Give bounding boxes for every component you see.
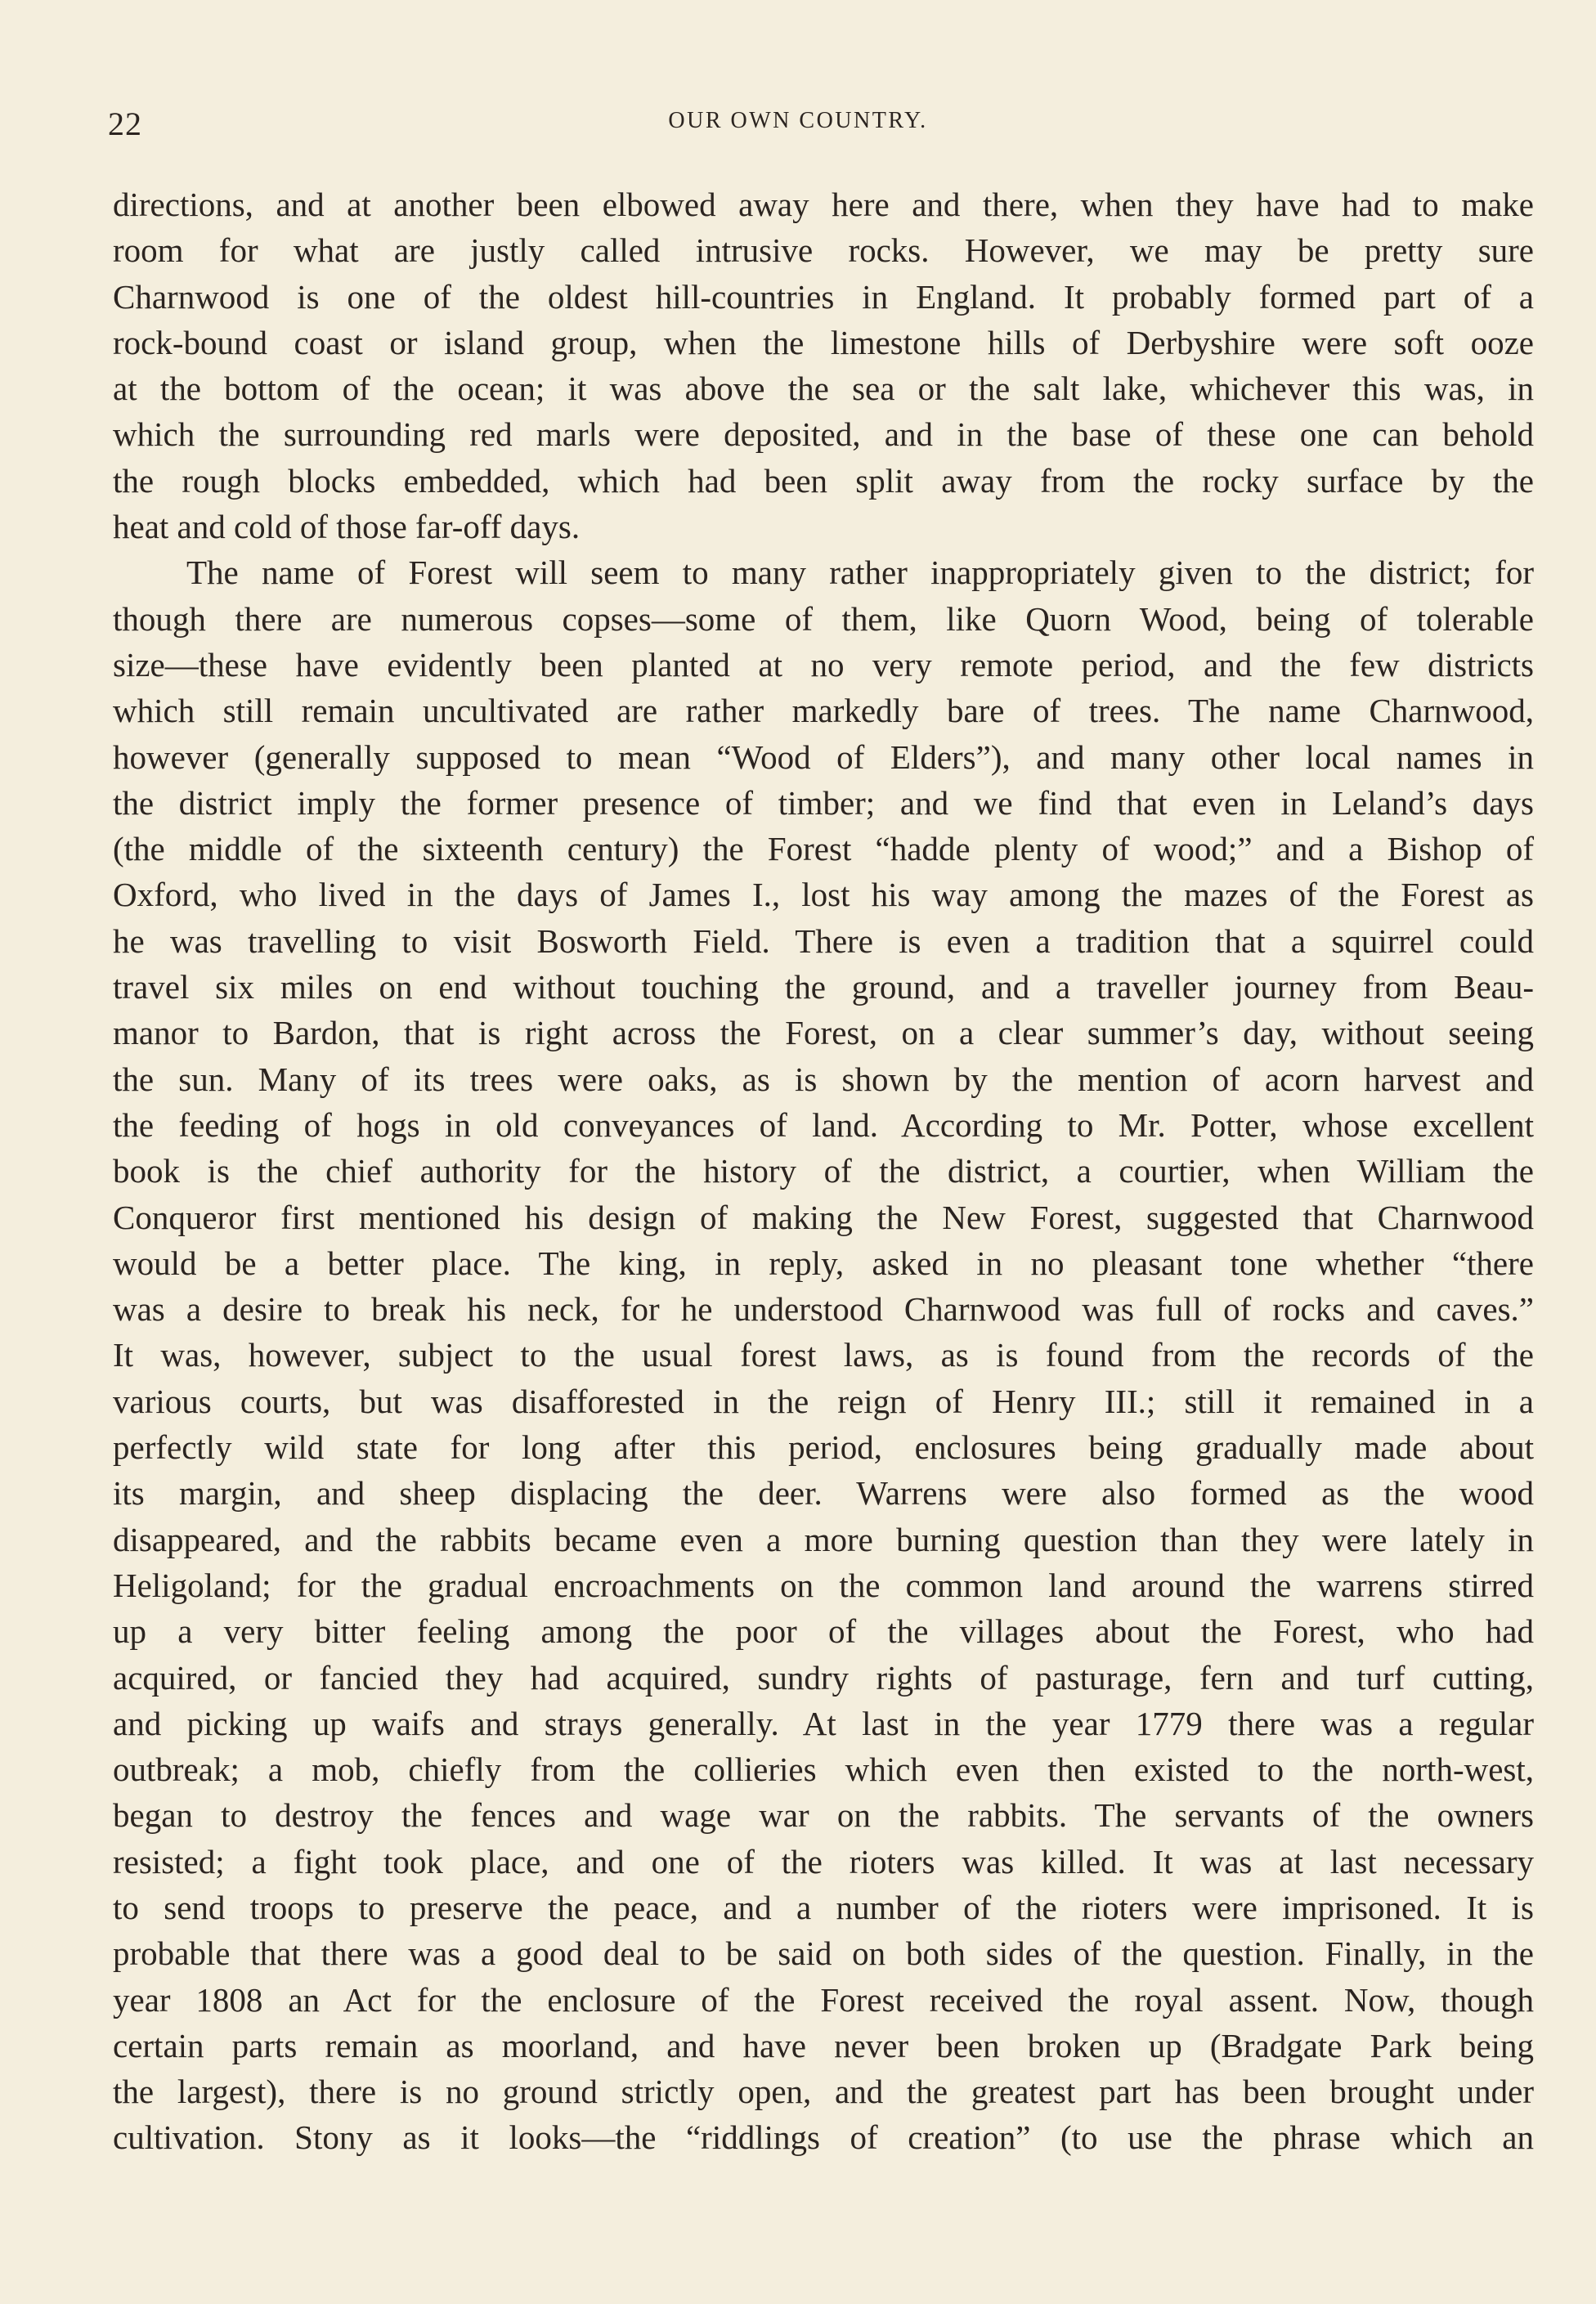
text-line: the sun. Many of its trees were oaks, as is shown by the mention of acorn harvest and — [113, 1060, 1534, 1098]
text-line: (the middle of the sixteenth century) the Forest “hadde plenty of wood;” and a Bishop of — [113, 830, 1534, 868]
text-line: to send troops to preserve the peace, and a number of the rioters were imprisoned. It is — [113, 1888, 1534, 1926]
running-head: OUR OWN COUNTRY. — [668, 108, 928, 133]
text-line: up a very bitter feeling among the poor of the villages about the Forest, who had — [113, 1612, 1534, 1651]
text-line: book is the chief authority for the history of the district, a courtier, when William the — [113, 1152, 1534, 1190]
text-line: would be a better place. The king, in reply, asked in no pleasant tone whether “there — [113, 1244, 1534, 1282]
text-line: began to destroy the fences and wage war on the rabbits. The servants of the owners — [113, 1796, 1534, 1835]
text-line: travel six miles on end without touching the ground, and a traveller journey from Beau- — [113, 968, 1534, 1006]
text-line: It was, however, subject to the usual forest laws, as is found from the records of the — [113, 1336, 1534, 1374]
text-line: perfectly wild state for long after this period, enclosures being gradually made about — [113, 1428, 1534, 1467]
text-line: its margin, and sheep displacing the deer. Warrens were also formed as the wood — [113, 1474, 1534, 1513]
text-line: the feeding of hogs in old conveyances of land. According to Mr. Potter, whose excellent — [113, 1105, 1534, 1144]
text-line: manor to Bardon, that is right across the Forest, on a clear summer’s day, without seeing — [113, 1014, 1534, 1052]
paragraph — [113, 182, 1534, 549]
text-line: the largest), there is no ground strictly open, and the greatest part has been brought under — [113, 2073, 1534, 2111]
text-line: however (generally supposed to mean “Wood of Elders”), and many other local names in — [113, 737, 1534, 776]
text-line: rock-bound coast or island group, when the limestone hills of Derbyshire were soft ooze — [113, 323, 1534, 361]
text-line: disappeared, and the rabbits became even a more burning question than they were lately in — [113, 1520, 1534, 1558]
text-line: The name of Forest will seem to many rather inappropriately given to the district; for — [186, 554, 1534, 592]
body-text — [113, 182, 1534, 2161]
text-line: directions, and at another been elbowed away here and there, when they have had to make — [113, 186, 1534, 223]
text-line: cultivation. Stony as it looks—the “riddlings of creation” (to use the phrase which an — [113, 2118, 1534, 2157]
text-line: though there are numerous copses—some of them, like Quorn Wood, being of tolerable — [113, 599, 1534, 638]
text-line: was a desire to break his neck, for he understood Charnwood was full of rocks and caves.” — [113, 1290, 1534, 1329]
text-line: room for what are justly called intrusive rocks. However, we may be pretty sure — [113, 231, 1534, 270]
text-line: resisted; a fight took place, and one of the rioters was killed. It was at last necessary — [113, 1842, 1534, 1880]
text-line: Heligoland; for the gradual encroachments on the common land around the warrens stirred — [113, 1566, 1534, 1604]
text-line: Conqueror first mentioned his design of making the New Forest, suggested that Charnwood — [113, 1198, 1534, 1236]
text-line: year 1808 an Act for the enclosure of the Forest received the royal assent. Now, though — [113, 1980, 1534, 2019]
text-line: the rough blocks embedded, which had been split away from the rocky surface by the — [113, 461, 1534, 500]
text-line: size—these have evidently been planted at no very remote period, and the few districts — [113, 645, 1534, 684]
text-line: outbreak; a mob, chiefly from the collieries which even then existed to the north-west, — [113, 1750, 1534, 1789]
text-line: probable that there was a good deal to be said on both sides of the question. Finally, in the — [113, 1934, 1534, 1973]
text-line: the district imply the former presence of timber; and we find that even in Leland’s days — [113, 783, 1534, 822]
text-line: heat and cold of those far-off days. — [113, 508, 581, 546]
text-line: Oxford, who lived in the days of James I., lost his way among the mazes of the Forest as — [113, 876, 1534, 914]
text-line: certain parts remain as moorland, and have never been broken up (Bradgate Park being — [113, 2026, 1534, 2064]
text-line: at the bottom of the ocean; it was above the sea or the salt lake, whichever this was, in — [113, 370, 1534, 408]
text-line: and picking up waifs and strays generally. At last in the year 1779 there was a regular — [113, 1704, 1534, 1742]
text-line: various courts, but was disafforested in the reign of Henry III.; still it remained in a — [113, 1382, 1534, 1420]
paragraph — [113, 549, 1534, 2160]
page-number: 22 — [108, 105, 142, 142]
text-line: Charnwood is one of the oldest hill-countries in England. It probably formed part of a — [113, 277, 1534, 316]
text-line: which still remain uncultivated are rather markedly bare of trees. The name Charnwood, — [113, 692, 1534, 730]
text-line: he was travelling to visit Bosworth Field. There is even a tradition that a squirrel could — [113, 921, 1534, 960]
text-line: which the surrounding red marls were deposited, and in the base of these one can behold — [113, 415, 1534, 454]
text-line: acquired, or fancied they had acquired, sundry rights of pasturage, fern and turf cutting, — [113, 1658, 1534, 1697]
